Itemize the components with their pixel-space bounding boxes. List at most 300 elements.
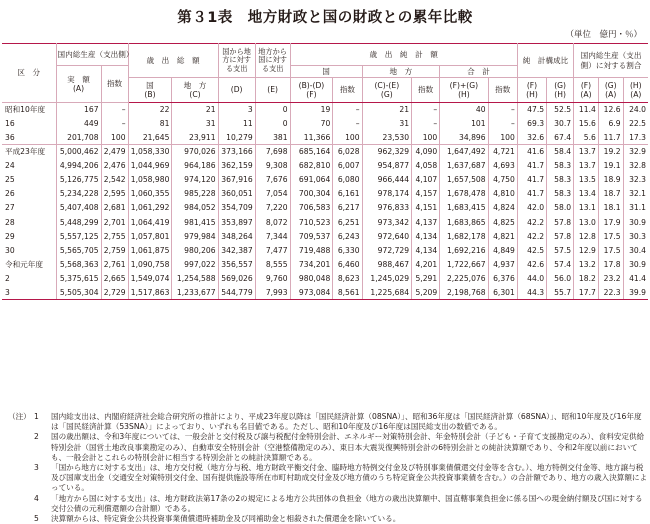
table-cell: 964,186 [172,159,218,173]
table-cell: 11.7 [598,131,623,145]
header-junkei: 歳 出 純 計 額 [290,44,517,66]
header-gdp: 国内総生産（支出側） [56,44,128,66]
note-item [34,514,648,524]
table-cell: 19 [290,103,333,117]
note-number: 4 [34,493,39,503]
table-cell: 1,254,588 [172,272,218,286]
table-row [2,145,648,159]
table-cell: 1,061,875 [128,243,172,257]
table-cell: 23,530 [362,131,412,145]
table-cell: 4,821 [488,229,517,243]
table-cell: 4,058 [412,159,440,173]
table-cell: 5,505,304 [56,286,101,300]
table-cell: 1,225,684 [362,286,412,300]
table-cell: 47.5 [517,103,546,117]
table-cell: 6,251 [333,215,362,229]
note-text: 「地方から国に対する支出」は、地方財政法第17条の2の規定による地方公共団体の負担金（地方の歳出決算額中、国直轄事業負担金に係る国への現金納付額及び国に対する交付公債の元利償還額の合計額）である。 [51,493,643,513]
table-cell: 8,072 [255,215,290,229]
note-number: 1 [34,412,39,421]
note-item [34,463,648,494]
table-cell: 569,026 [218,272,255,286]
table-cell: 6,161 [333,187,362,201]
table-cell: 4,994,206 [56,159,101,173]
table-cell: 5,568,363 [56,258,101,272]
table-cell: 2,665 [101,272,128,286]
table-cell: 0 [255,117,290,131]
table-cell: 4,134 [412,243,440,257]
table-cell: 5.6 [574,131,599,145]
table-row [2,229,648,243]
table-cell: 1,647,492 [440,145,488,159]
table-cell: 6,007 [333,159,362,173]
table-cell: 32.9 [623,145,648,159]
table-row [2,258,648,272]
table-cell: 23.2 [598,272,623,286]
table-cell: 31.1 [629,203,646,213]
table-cell: 1,683,415 [440,201,488,215]
row-label: 平成23年度 [2,145,56,159]
table-cell: 6,080 [333,173,362,187]
table-cell: 55.7 [547,286,574,300]
table-cell: 6.9 [598,117,623,131]
header-chiho: 地 方 (C) [172,78,218,103]
table-row [2,272,648,286]
table-cell: 18.1 [598,201,623,215]
note-text: 決算額からは、特定資金公共投資事業債償還時補助金及び同補助金と相殺された償還金を除いている。 [51,514,401,524]
table-cell: 52.5 [547,103,574,117]
table-cell: 32.6 [517,131,546,145]
table-cell: 30.9 [629,217,646,227]
table-cell: 682,810 [290,159,333,173]
table-cell: 5,375,615 [56,272,101,286]
table-cell: 57.8 [547,229,574,243]
table-cell: 9,308 [255,159,290,173]
table-cell: 13.0 [574,215,599,229]
table-cell: 980,206 [172,243,218,257]
table-body [2,103,648,300]
table-cell: 373,166 [218,145,255,159]
table-cell: 734,201 [290,258,333,272]
table-cell: 100 [101,131,128,145]
table-cell: 32.1 [629,189,646,199]
table-cell: 985,228 [172,187,218,201]
table-cell: 6,376 [488,272,517,286]
table-cell: 42.5 [517,243,546,257]
table-row [2,215,648,229]
table-cell: 1,517,863 [128,286,172,300]
note-text: 国の歳出額は、令和3年度については、一般会計と交付税及び譲与税配付金特別会計、エネルギー対策特別会計、年金特別会計（子ども・子育て支援勘定のみ）、食料安定供給特別会計（国営土地改良事業勘定のみ）、自動車安全特別会計（空港整備勘定のみ）、東日本大震災復興特別会計の6特別会計との純計決算額であり、令和2年度以前においても、一般会計とこれらの特別会計に相当する特別会計との純計決算額である。 [51,432,645,462]
table-cell: – [488,117,517,131]
table-cell: 5,565,705 [56,243,101,257]
table-cell: 7,220 [255,201,290,215]
table-cell: 7,993 [255,286,290,300]
table-cell: 6,460 [333,258,362,272]
note-item [34,412,648,432]
table-cell: 2,759 [101,243,128,257]
table-cell: 15.6 [574,117,599,131]
table-cell: 0 [255,103,290,117]
header-g: (C)-(E) (G) [362,78,412,103]
note-text: 国内総支出は、内閣府経済社会総合研究所の推計により、平成23年度以降は「国民経済計算（08SNA）」、昭和36年度は「国民経済計算（68SNA）」、昭和10年度及び16年度は「国民経済計算（53SNA）」によっており、いずれも名目値である。ただし、昭和10年度及び16年度は国民総支出の数値である。 [51,412,642,432]
notes-label: （注） [8,412,31,421]
table-cell: 17.9 [598,215,623,229]
row-label: 36 [2,131,56,145]
table-cell: 30.7 [547,117,574,131]
table-cell: 544,779 [218,286,255,300]
table-cell: 1,044,969 [128,159,172,173]
table-cell: 70 [290,117,333,131]
table-cell: 5,126,775 [56,173,101,187]
table-cell: 1,058,330 [128,145,172,159]
table-cell: 342,387 [218,243,255,257]
table-cell: 367,916 [218,173,255,187]
table-cell: 973,342 [362,215,412,229]
table-cell: 41.6 [517,145,546,159]
table-cell: 42.0 [517,201,546,215]
table-cell: 4,810 [488,187,517,201]
table-cell: 1,060,355 [128,187,172,201]
table-cell: 685,164 [290,145,333,159]
table-cell: 41.4 [629,273,646,283]
table-cell: 39.9 [623,286,648,300]
table-cell: 8,623 [333,272,362,286]
table-cell: 972,640 [362,229,412,243]
table-cell: 4,824 [488,201,517,215]
header-f: (B)-(D) (F) [290,78,333,103]
row-label: 30 [2,243,56,257]
table-cell: 4,107 [412,173,440,187]
table-row [2,103,648,117]
table-cell: 4,137 [412,215,440,229]
table-cell: 41.7 [517,159,546,173]
table-cell: 13.1 [574,201,599,215]
table-cell: 4,157 [412,187,440,201]
table-cell: 2,476 [101,159,128,173]
table-cell: 19.2 [598,145,623,159]
table-cell: 5,234,228 [56,187,101,201]
table-cell: – [101,117,128,131]
table-cell: 8,561 [333,286,362,300]
table-cell: 1,692,216 [440,243,488,257]
note-text: 「国から地方に対する支出」は、地方交付税（地方分与税、地方財政平衡交付金、臨時地方特例交付金及び特別事業債償還交付金等を含む。）、地方特例交付金等、地方譲与税及び国庫支出金（交通安全対策特別交付金、国有提供施設等所在市町村助成交付金及び地方債のうち特定資金公共投資事業債を含む。）の合計額であり、地方の歳入決算額によっている。 [51,463,648,493]
header-fh: (F) (H) [517,78,546,103]
table-cell: 973,084 [290,286,333,300]
table-cell: – [488,103,517,117]
table-cell: 22.5 [629,118,646,128]
header-index2: 指数 [412,78,440,103]
table-cell: 5,557,125 [56,229,101,243]
table-cell: 56.0 [547,272,574,286]
header-e: (E) [255,78,290,103]
table-cell: 11 [218,117,255,131]
header-h: (F)+(G) (H) [440,78,488,103]
table-cell: 719,488 [290,243,333,257]
table-cell: 962,329 [362,145,412,159]
table-cell: 1,057,801 [128,229,172,243]
page-title: 第３1表 地方財政と国の財政との累年比較 [177,10,473,26]
notes-list [8,412,648,524]
table-cell: 17.3 [629,132,646,142]
table-cell: 974,120 [172,173,218,187]
note-number: 2 [34,432,39,442]
table-cell: 1,058,980 [128,173,172,187]
table-cell: 6,028 [333,145,362,159]
table-cell: 2,479 [101,145,128,159]
table-cell: 69.3 [517,117,546,131]
table-cell: 970,026 [172,145,218,159]
table-cell: 44.0 [517,272,546,286]
table-cell: 1,549,074 [128,272,172,286]
table-cell: 32.8 [629,161,646,171]
table-cell: 13.4 [574,187,599,201]
table-cell: 5,000,462 [56,145,101,159]
note-item [34,494,648,514]
table-cell: 954,877 [362,159,412,173]
table-cell: 4,090 [412,145,440,159]
table-cell: – [333,103,362,117]
table-cell: 17.5 [598,229,623,243]
header-index1: 指数 [333,78,362,103]
table-cell: 201,708 [56,131,101,145]
table-cell: 5,407,408 [56,201,101,215]
row-label: 27 [2,201,56,215]
table-cell: 67.4 [547,131,574,145]
table-cell: 31 [362,117,412,131]
table-cell: 2,701 [101,215,128,229]
header-gdp-amount: 実 額 (A) [56,66,101,103]
table-cell: 57.4 [547,258,574,272]
row-label: 2 [2,272,56,286]
table-row [2,173,648,187]
row-label: 29 [2,229,56,243]
table-row [2,159,648,173]
table-cell: 57.8 [547,215,574,229]
table-cell: 709,537 [290,229,333,243]
table-cell: 381 [255,131,290,145]
table-cell: 978,174 [362,187,412,201]
table-cell: – [333,117,362,131]
table-cell: 12.9 [574,243,599,257]
table-cell: 21 [172,103,218,117]
table-cell: 5,209 [412,286,440,300]
table-cell: 58.3 [547,187,574,201]
table-row [2,117,648,131]
table-cell: – [101,103,128,117]
table-cell: 1,637,687 [440,159,488,173]
table-cell: 23,911 [172,131,218,145]
row-label: 令和元年度 [2,258,56,272]
table-cell: 449 [56,117,101,131]
table-cell: 11,366 [290,131,333,145]
table-cell: 30.9 [629,259,646,269]
table-cell: 2,542 [101,173,128,187]
table-cell: 167 [56,103,101,117]
table-cell: 7,676 [255,173,290,187]
table-cell: 5,291 [412,272,440,286]
table-cell: 58.3 [547,173,574,187]
table-cell: 6,217 [333,201,362,215]
table-cell: 353,897 [218,215,255,229]
table-cell: 44.3 [517,286,546,300]
table-cell: 41.7 [517,187,546,201]
table-cell: 2,761 [101,258,128,272]
table-cell: 988,467 [362,258,412,272]
table-cell: 4,151 [412,201,440,215]
table-cell: 57.5 [547,243,574,257]
table-cell: 100 [488,131,517,145]
table-cell: 17.8 [598,258,623,272]
table-cell: 4,134 [412,229,440,243]
table-cell: 354,709 [218,201,255,215]
table-cell: 13.2 [574,258,599,272]
header-gdp-index: 指数 [101,66,128,103]
table-cell: 997,022 [172,258,218,272]
table-cell: 18.2 [574,272,599,286]
table-cell: 34,896 [440,131,488,145]
table-cell: 3 [218,103,255,117]
table-cell: 691,064 [290,173,333,187]
note-number: 3 [34,463,39,473]
table-cell: 2,198,768 [440,286,488,300]
note-item [34,432,648,463]
table-cell: 18.9 [598,173,623,187]
table-cell: 6,301 [488,286,517,300]
table-cell: – [412,117,440,131]
row-label: 26 [2,187,56,201]
table-cell: 18.7 [598,187,623,201]
table-cell: 4,937 [488,258,517,272]
table-cell: 30.3 [629,231,646,241]
table-cell: 360,051 [218,187,255,201]
row-label: 3 [2,286,56,300]
header-fa: (F) (A) [574,78,599,103]
table-cell: 4,849 [488,243,517,257]
table-cell: 1,090,758 [128,258,172,272]
table-cell: 8,555 [255,258,290,272]
table-cell: 100 [333,131,362,145]
header-ha: (H) (A) [623,78,648,103]
row-label: 28 [2,215,56,229]
header-saishutsu-sogaku: 歳 出 総 額 [128,44,218,78]
table-cell: 1,245,029 [362,272,412,286]
table-cell: 13.5 [574,173,599,187]
table-cell: 979,984 [172,229,218,243]
table-cell: 1,657,508 [440,173,488,187]
header-jk-chiho: 地 方 [362,66,440,78]
table-cell: 2,595 [101,187,128,201]
header-kosei: 純 計構成比 [517,44,573,78]
table-cell: 9,760 [255,272,290,286]
table-cell: 1,064,419 [128,215,172,229]
table-cell: 24.0 [629,105,646,114]
row-label: 昭和10年度 [2,103,56,117]
table-cell: 17.5 [598,243,623,257]
table-cell: 348,264 [218,229,255,243]
table-cell: 31 [172,117,218,131]
row-label: 25 [2,173,56,187]
table-cell: 4,750 [488,173,517,187]
table-cell: 101 [440,117,488,131]
table-cell: 30.4 [629,245,646,255]
table-cell: 2,755 [101,229,128,243]
table-cell: 2,225,076 [440,272,488,286]
table-cell: 966,444 [362,173,412,187]
note-number: 5 [34,514,39,524]
table-cell: 700,304 [290,187,333,201]
table-cell: 58.0 [547,201,574,215]
table-cell: 12.8 [574,229,599,243]
table-row [2,131,648,145]
table-cell: 356,557 [218,258,255,272]
table-cell: 7,344 [255,229,290,243]
header-index3: 指数 [488,78,517,103]
table-cell: 6,330 [333,243,362,257]
table-cell: 710,523 [290,215,333,229]
header-ga: (G) (A) [598,78,623,103]
table-cell: 100 [412,131,440,145]
table-cell: 4,693 [488,159,517,173]
table-cell: 10,279 [218,131,255,145]
table-cell: 13.7 [574,145,599,159]
table-cell: 11.4 [574,103,599,117]
table-cell: 19.1 [598,159,623,173]
table-cell: 1,683,865 [440,215,488,229]
table-cell: 4,825 [488,215,517,229]
table-cell: 2,729 [101,286,128,300]
header-d: (D) [218,78,255,103]
header-gdp-ratio: 国内総生産（支出側）に対する割合 [574,44,648,78]
table-cell: 972,729 [362,243,412,257]
row-label: 24 [2,159,56,173]
table-cell: 2,681 [101,201,128,215]
table-row [2,201,648,215]
table-cell: – [412,103,440,117]
header-gh: (G) (H) [547,78,574,103]
unit-label: （単位 億円・％） [565,30,642,40]
table-cell: 21 [362,103,412,117]
table-cell: 21,645 [128,131,172,145]
table-cell: 7,698 [255,145,290,159]
header-kubun: 区 分 [2,44,56,103]
table-row [2,286,648,300]
table-cell: 42.2 [517,215,546,229]
data-table [2,43,648,300]
table-cell: 1,233,677 [172,286,218,300]
table-cell: 12.6 [598,103,623,117]
table-cell: 58.4 [547,145,574,159]
table-cell: 4,201 [412,258,440,272]
table-cell: 706,583 [290,201,333,215]
table-cell: 4,721 [488,145,517,159]
table-cell: 13.7 [574,159,599,173]
header-kuni: 国 (B) [128,78,172,103]
table-cell: 981,415 [172,215,218,229]
table-row [2,243,648,257]
row-label: 16 [2,117,56,131]
table-cell: 976,833 [362,201,412,215]
table-cell: 7,054 [255,187,290,201]
table-cell: 40 [440,103,488,117]
table-cell: 984,052 [172,201,218,215]
table-cell: 22.3 [598,286,623,300]
table-cell: 42.6 [517,258,546,272]
table-row [2,187,648,201]
header-chiho-kara: 地方から国に対する支出 [255,44,290,78]
header-kuni-kara: 国から地方に対する支出 [218,44,255,78]
table-cell: 980,048 [290,272,333,286]
table-cell: 17.7 [574,286,599,300]
table-cell: 1,061,292 [128,201,172,215]
